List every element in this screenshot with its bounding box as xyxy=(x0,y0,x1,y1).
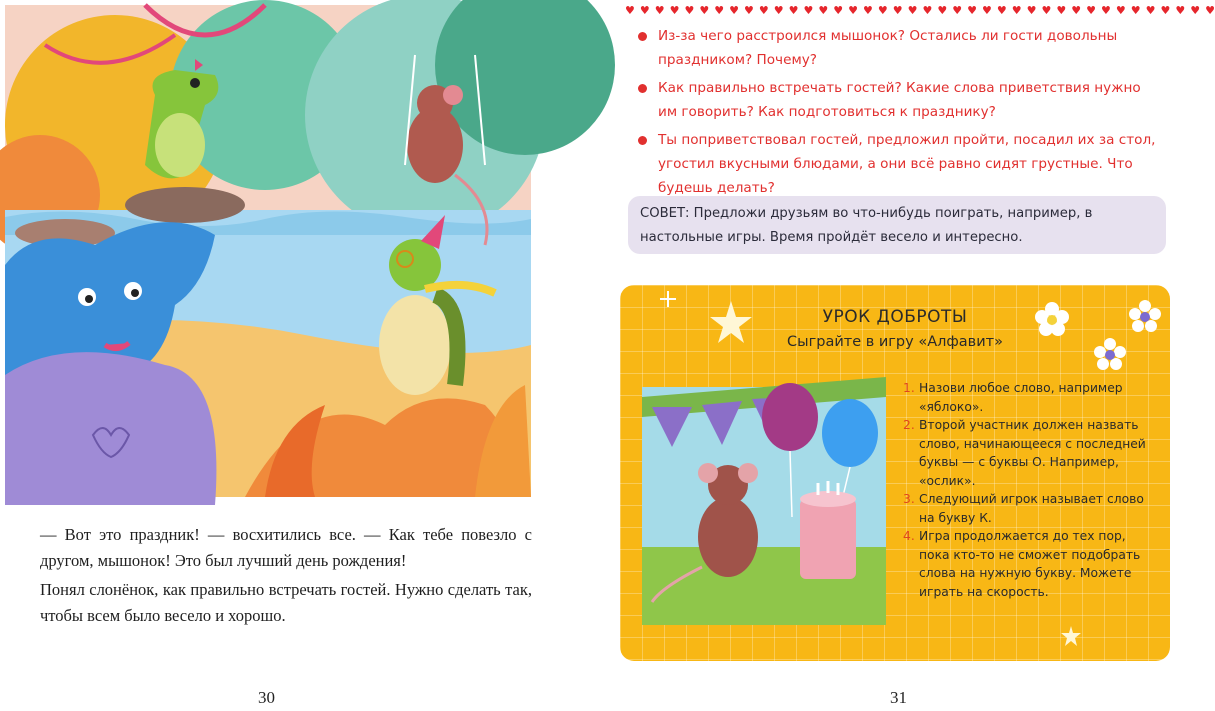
advice-box: СОВЕТ: Предложи друзьям во что-нибудь поиграть, например, в настольные игры. Время пройдёт весело и интересно. xyxy=(628,196,1166,254)
card-title: УРОК ДОБРОТЫ xyxy=(822,307,968,327)
page-number-right: 31 xyxy=(890,688,907,707)
story-paragraph: Понял слонёнок, как правильно встречать гостей. Нужно сделать так, чтобы всем было весело и хорошо. xyxy=(40,580,532,625)
sparkle-icon xyxy=(660,291,676,307)
step-number: 3. xyxy=(903,492,915,506)
question-item: Из-за чего расстроился мышонок? Остались ли гости довольны праздником? Почему? xyxy=(636,24,1156,72)
story-text xyxy=(40,522,532,628)
step-text: Второй участник должен назвать слово, начинающееся с последней буквы — с буквы О. Например, «ослик». xyxy=(919,418,1146,488)
card-subtitle: Сыграйте в игру «Алфавит» xyxy=(787,334,1003,350)
step-item xyxy=(903,416,1155,490)
story-paragraph: — Вот это праздник! — восхитились все. — Как тебе повезло с другом, мышонок! Это был лучший день рождения! xyxy=(40,525,532,570)
step-text: Следующий игрок называет слово на букву К. xyxy=(919,492,1144,525)
bullet-icon xyxy=(638,136,647,145)
bullet-icon xyxy=(638,32,647,41)
kindness-lesson-card xyxy=(620,285,1170,661)
star-icon xyxy=(708,299,754,345)
flower-icon xyxy=(1090,335,1130,375)
step-item xyxy=(903,490,1155,527)
question-list xyxy=(636,24,1156,204)
bullet-icon xyxy=(638,84,647,93)
flower-icon xyxy=(1030,295,1090,345)
party-illustration xyxy=(5,5,531,497)
star-icon xyxy=(1060,625,1082,647)
hearts-border: ♥ ♥ ♥ ♥ ♥ ♥ ♥ ♥ ♥ ♥ ♥ ♥ ♥ ♥ ♥ ♥ ♥ ♥ ♥ ♥ ♥ ♥ ♥ ♥ ♥ ♥ ♥ ♥ ♥ ♥ ♥ ♥ ♥ ♥ ♥ ♥ ♥ ♥ ♥ ♥ xyxy=(625,4,1215,17)
mouse-birthday-illustration xyxy=(642,387,886,625)
step-number: 2. xyxy=(903,418,915,432)
step-text: Игра продолжается до тех пор, пока кто-то не сможет подобрать слова на нужную букву. Можете играть на скорость. xyxy=(919,529,1141,599)
question-item: Ты поприветствовал гостей, предложил пройти, посадил их за стол, угостил вкусными блюдами, а они всё равно сидят грустные. Что будешь делать? xyxy=(636,128,1156,200)
page-number-left: 30 xyxy=(258,688,275,707)
step-number: 1. xyxy=(903,381,915,395)
step-item xyxy=(903,527,1155,601)
step-item xyxy=(903,379,1155,416)
question-item: Как правильно встречать гостей? Какие слова приветствия нужно им говорить? Как подготовиться к празднику? xyxy=(636,76,1156,124)
game-steps-list xyxy=(903,379,1155,601)
step-number: 4. xyxy=(903,529,915,543)
flower-icon xyxy=(1125,297,1165,337)
step-text: Назови любое слово, например «яблоко». xyxy=(919,381,1123,414)
